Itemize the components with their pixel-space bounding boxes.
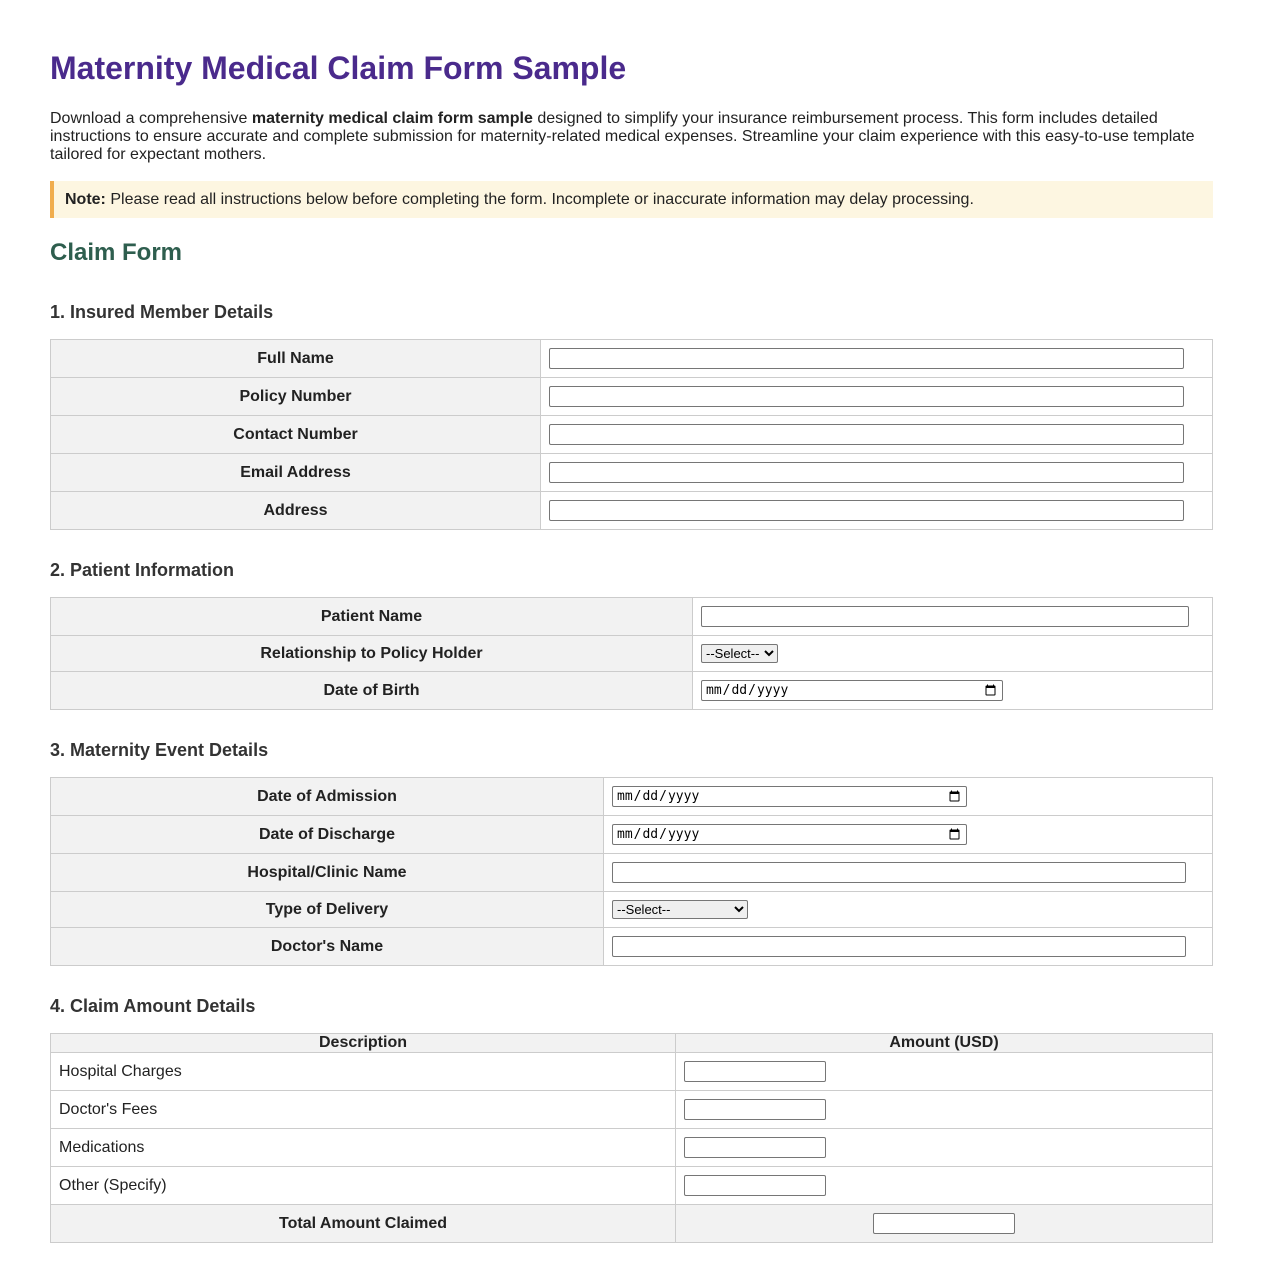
section-1-title: 1. Insured Member Details [50, 302, 274, 322]
form-title: Claim Form [50, 239, 183, 266]
dob-label: Date of Birth [51, 672, 693, 710]
relationship-select[interactable] [701, 644, 778, 663]
relationship-label: Relationship to Policy Holder [51, 636, 693, 672]
intro-post: designed to simplify your insurance reimbursement process. This form includes detailed instructions to ensure accurate and complete submission for maternity-related medical expenses. Streamline your claim experience with this easy-to-use template tailored for expectant mothers. [50, 110, 1195, 163]
policy-number-input[interactable] [549, 386, 1184, 407]
address-input[interactable] [549, 500, 1184, 521]
claim-row-label: Other (Specify) [51, 1167, 676, 1205]
maternity-event-table [50, 777, 1213, 966]
discharge-date-input[interactable] [612, 824, 967, 845]
email-label: Email Address [51, 454, 541, 492]
hospital-input[interactable] [612, 862, 1186, 883]
total-label: Total Amount Claimed [51, 1205, 676, 1243]
doctor-fees-input[interactable] [684, 1099, 826, 1120]
hospital-charges-input[interactable] [684, 1061, 826, 1082]
medications-input[interactable] [684, 1137, 826, 1158]
page [50, 0, 1213, 1274]
section-3-title: 3. Maternity Event Details [50, 740, 269, 760]
description-header: Description [51, 1034, 676, 1053]
amount-header: Amount (USD) [676, 1034, 1213, 1053]
claim-row-label: Hospital Charges [51, 1053, 676, 1091]
admission-date-input[interactable] [612, 786, 967, 807]
note-box [50, 181, 1213, 218]
total-amount-input[interactable] [873, 1213, 1015, 1234]
intro-bold: maternity medical claim form sample [251, 110, 533, 127]
section-2-title: 2. Patient Information [50, 560, 235, 580]
dob-input[interactable] [701, 680, 1003, 701]
page-title: Maternity Medical Claim Form Sample [50, 50, 627, 86]
intro-pre: Download a comprehensive [50, 110, 252, 127]
claim-row-label: Medications [51, 1129, 676, 1167]
discharge-label: Date of Discharge [51, 816, 604, 854]
patient-name-label: Patient Name [51, 598, 693, 636]
insured-member-table [50, 339, 1213, 530]
section-4-title: 4. Claim Amount Details [50, 996, 256, 1016]
email-input[interactable] [549, 462, 1184, 483]
patient-info-table [50, 597, 1213, 710]
hospital-label: Hospital/Clinic Name [51, 854, 604, 892]
policy-number-label: Policy Number [51, 378, 541, 416]
contact-number-label: Contact Number [51, 416, 541, 454]
delivery-type-select[interactable] [612, 900, 748, 919]
doctor-label: Doctor's Name [51, 928, 604, 966]
full-name-input[interactable] [549, 348, 1184, 369]
patient-name-input[interactable] [701, 606, 1189, 627]
admission-label: Date of Admission [51, 778, 604, 816]
full-name-label: Full Name [51, 340, 541, 378]
address-label: Address [51, 492, 541, 530]
delivery-label: Type of Delivery [51, 892, 604, 928]
claim-row-label: Doctor's Fees [51, 1091, 676, 1129]
note-text: Please read all instructions below before completing the form. Incomplete or inaccurate information may delay processing. [105, 191, 974, 208]
intro-text [50, 110, 1213, 164]
other-input[interactable] [684, 1175, 826, 1196]
doctor-name-input[interactable] [612, 936, 1186, 957]
note-label: Note: [65, 191, 106, 208]
claim-amount-table [50, 1033, 1213, 1243]
contact-number-input[interactable] [549, 424, 1184, 445]
